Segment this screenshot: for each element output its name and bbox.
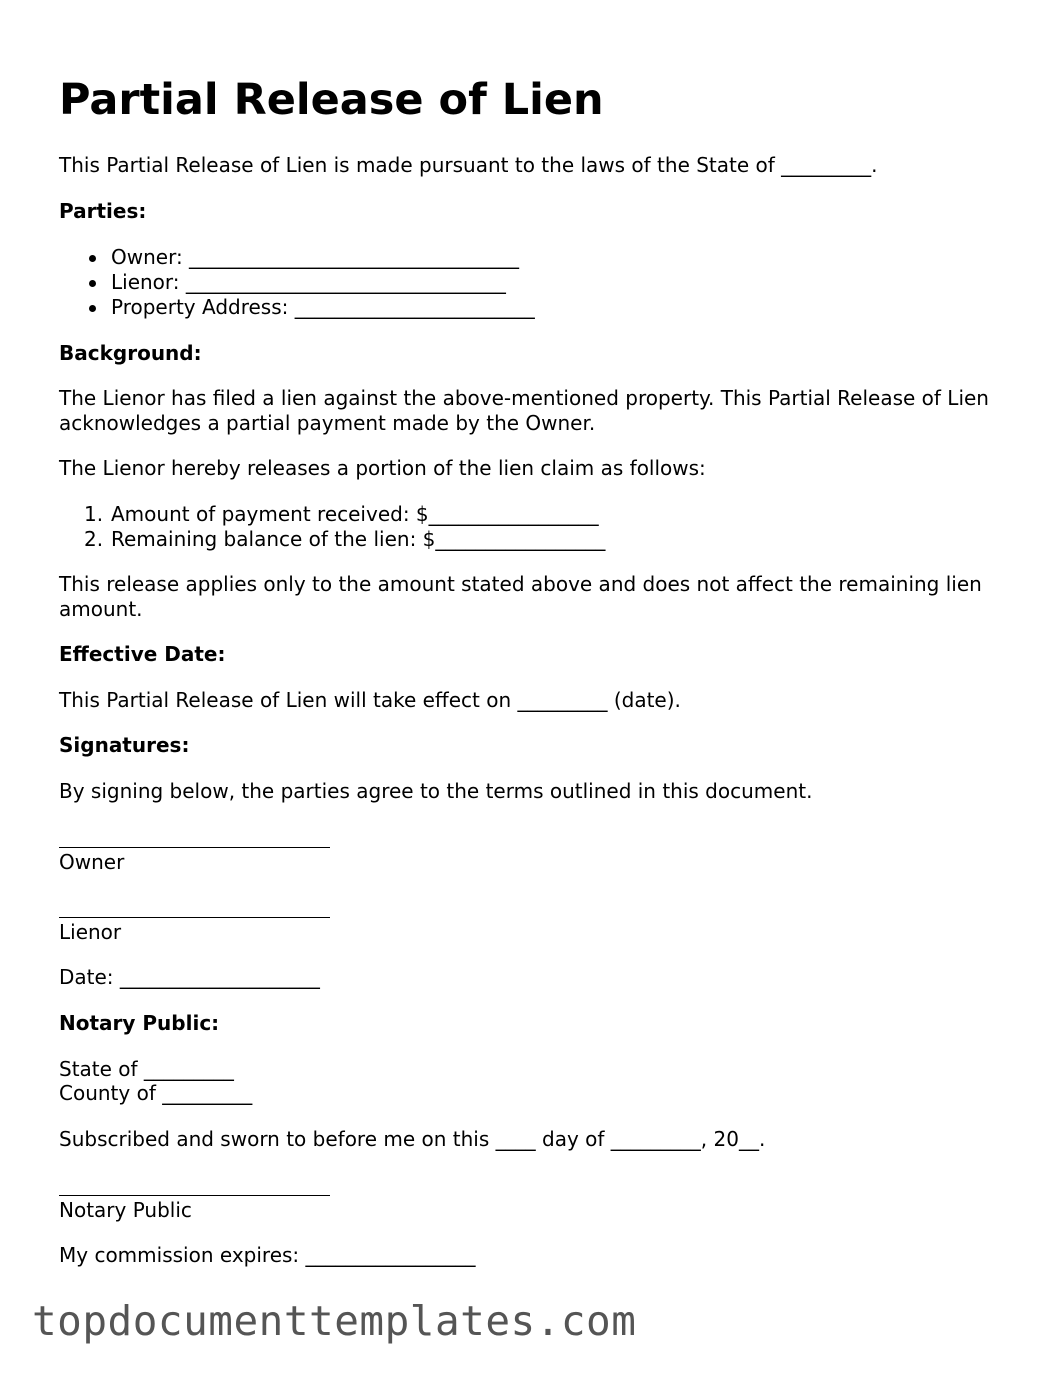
- list-item: [59, 527, 605, 552]
- parties-heading: Parties:: [59, 199, 147, 223]
- notary-signature-label: Notary Public: [59, 1198, 192, 1222]
- list-item: Property Address: ________________________: [59, 295, 535, 320]
- watermark-text: topdocumenttemplates.com: [32, 1297, 637, 1345]
- effective-date-text: This Partial Release of Lien will take effect on _________ (date).: [59, 688, 681, 712]
- release-scope-paragraph: This release applies only to the amount stated above and does not affect the remaining lien amount.: [59, 572, 982, 621]
- list-number: 1.: [84, 502, 104, 526]
- list-number: 2.: [84, 527, 104, 551]
- commission-expiry-line: My commission expires: _________________: [59, 1243, 476, 1267]
- notary-signature-line: [59, 1195, 330, 1196]
- notary-heading: Notary Public:: [59, 1011, 220, 1035]
- list-text: Remaining balance of the lien: $_________________: [111, 527, 606, 551]
- signatures-text: By signing below, the parties agree to the terms outlined in this document.: [59, 779, 813, 803]
- release-list: [59, 502, 605, 552]
- owner-signature-line: [59, 847, 330, 848]
- lienor-signature-line: [59, 917, 330, 918]
- release-intro-paragraph: The Lienor hereby releases a portion of the lien claim as follows:: [59, 456, 706, 480]
- signature-date-line: Date: ____________________: [59, 965, 320, 989]
- notary-sworn-line: Subscribed and sworn to before me on this ____ day of _________, 20__.: [59, 1127, 766, 1151]
- signatures-heading: Signatures:: [59, 733, 190, 757]
- lienor-signature-label: Lienor: [59, 920, 122, 944]
- document-title: Partial Release of Lien: [59, 75, 604, 125]
- parties-list: [59, 245, 535, 320]
- list-text: Amount of payment received: $_________________: [111, 502, 599, 526]
- background-paragraph: The Lienor has filed a lien against the above-mentioned property. This Partial Release of Lien acknowledges a partial payment made by the Owner.: [59, 386, 989, 435]
- background-heading: Background:: [59, 341, 202, 365]
- notary-state-line: State of _________: [59, 1057, 234, 1081]
- effective-date-heading: Effective Date:: [59, 642, 226, 666]
- intro-paragraph: This Partial Release of Lien is made pursuant to the laws of the State of _________.: [59, 153, 878, 177]
- notary-county-line: County of _________: [59, 1081, 253, 1105]
- owner-signature-label: Owner: [59, 850, 125, 874]
- list-item: Lienor: ________________________________: [59, 270, 535, 295]
- list-item: [59, 502, 605, 527]
- list-item: Owner: _________________________________: [59, 245, 535, 270]
